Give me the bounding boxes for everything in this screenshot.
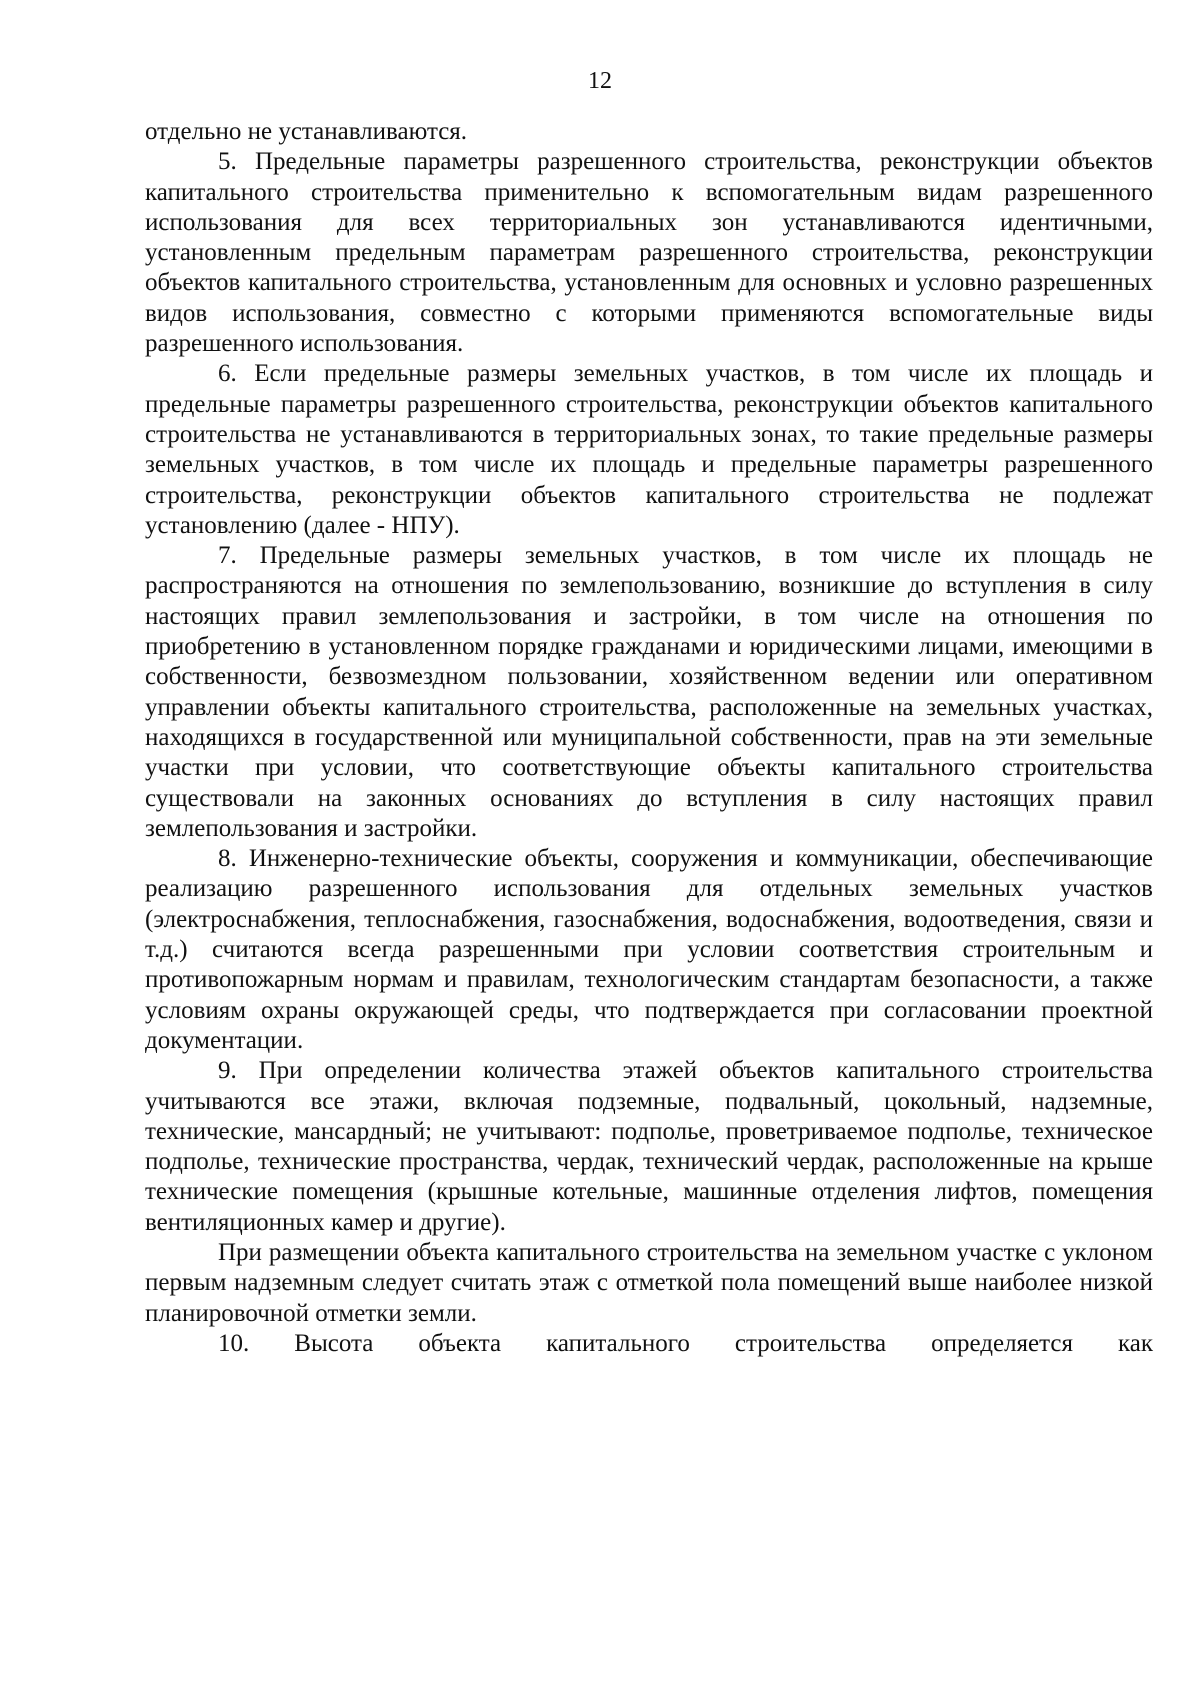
document-body [145, 117, 1153, 1359]
paragraph-item-6: 6. Если предельные размеры земельных участков, в том числе их площадь и предельные параметры разрешенного строительства, реконструкции объектов капитального строительства не устанавливаются в территориальных зонах, то такие предельные размеры земельных участков, в том числе их площадь и предельные параметры разрешенного строительства, реконструкции объектов капитального строительства не подлежат установлению (далее - НПУ). [145, 360, 1153, 539]
paragraph-item-9: 9. При определении количества этажей объектов капитального строительства учитываются все этажи, включая подземные, подвальный, цокольный, надземные, технические, мансардный; не учитывают: подполье, проветриваемое подполье, техническое подполье, технические пространства, чердак, технический чердак, расположенные на крыше технические помещения (крышные котельные, машинные отделения лифтов, помещения вентиляционных камер и другие). [145, 1057, 1153, 1236]
paragraph-continuation: отдельно не устанавливаются. [145, 118, 468, 145]
paragraph-item-7: 7. Предельные размеры земельных участков, в том числе их площадь не распространяются на отношения по землепользованию, возникшие до вступления в силу настоящих правил землепользования и застройки, в том числе на отношения по приобретению в установленном порядке гражданами и юридическими лицами, имеющими в собственности, безвозмездном пользовании, хозяйственном ведении или оперативном управлении объекты капитального строительства, расположенные на земельных участках, находящихся в государственной или муниципальной собственности, прав на эти земельные участки при условии, что соответствующие объекты капитального строительства существовали на законных основаниях до вступления в силу настоящих правил землепользования и застройки. [145, 542, 1153, 842]
paragraph-item-8: 8. Инженерно-технические объекты, сооружения и коммуникации, обеспечивающие реализацию разрешенного использования для отдельных земельных участков (электроснабжения, теплоснабжения, газоснабжения, водоснабжения, водоотведения, связи и т.д.) считаются всегда разрешенными при условии соответствия строительным и противопожарным нормам и правилам, технологическим стандартам безопасности, а также условиям охраны окружающей среды, что подтверждается при согласовании проектной документации. [145, 845, 1153, 1054]
paragraph-item-10: 10. Высота объекта капитального строительства определяется как [218, 1329, 1153, 1357]
paragraph-item-9-note: При размещении объекта капитального строительства на земельном участке с уклоном первым надземным следует считать этаж с отметкой пола помещений выше наиболее низкой планировочной отметки земли. [145, 1238, 1153, 1327]
paragraph-item-5: 5. Предельные параметры разрешенного строительства, реконструкции объектов капитального строительства применительно к вспомогательным видам разрешенного использования для всех территориальных зон устанавливаются идентичными, установленным предельным параметрам разрешенного строительства, реконструкции объектов капитального строительства, установленным для основных и условно разрешенных видов использования, совместно с которыми применяются вспомогательные виды разрешенного использования. [145, 148, 1153, 358]
page-number: 12 [588, 68, 612, 94]
